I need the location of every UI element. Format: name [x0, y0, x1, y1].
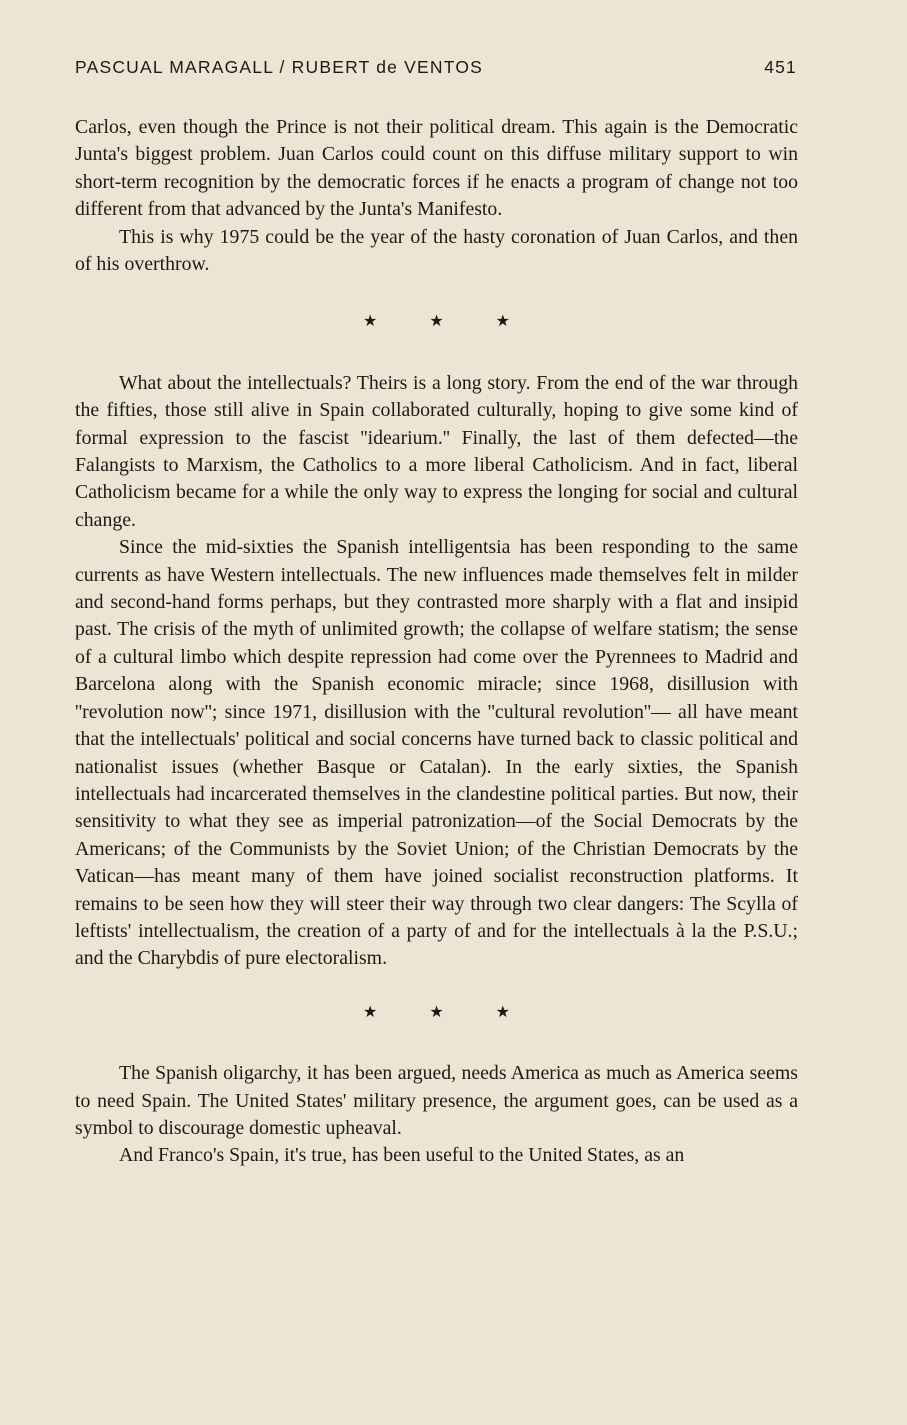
paragraph-5: The Spanish oligarchy, it has been argued, needs America as much as America seems to need Spain. The United States' military presence, the argument goes, can be used as a symbol to discourage domestic upheaval. [75, 1062, 798, 1139]
paragraph-4: Since the mid-sixties the Spanish intelligentsia has been responding to the same currents as have Western intellectuals. The new influences made themselves felt in milder and second-hand forms perhaps, but they contrasted more sharply with a flat and insipid past. The crisis of the myth of unlimited growth; the collapse of welfare statism; the sense of a cultural limbo which despite repression had come over the Pyrennees to Madrid and Barcelona along with the Spanish economic miracle; since 1968, disillusion with ''revolution now''; since 1971, disillusion with the ''cultural revolution''— all have meant that the intellectuals' political and social concerns have turned back to classic political and nationalist issues (whether Basque or Catalan). In the early sixties, the Spanish intellectuals had incarcerated themselves in the clandestine political parties. But now, their sensitivity to what they see as imperial patronization—of the Social Democrats by the Americans; of the Communists by the Soviet Union; of the Christian Democrats by the Vatican—has meant many of them have joined socialist reconstruction platforms. It remains to be seen how they will steer their way through two clear dangers: The Scylla of leftists' intellectualism, the creation of a party of and for the intellectuals à la the P.S.U.; and the Charybdis of pure electoralism. [75, 536, 798, 970]
star-icon: ★ [362, 1003, 378, 1021]
section-separator-2 [75, 999, 798, 1026]
paragraph-2: This is why 1975 could be the year of the hasty coronation of Juan Carlos, and then of his overthrow. [75, 225, 798, 276]
star-icon: ★ [429, 1003, 444, 1021]
body-text [75, 114, 798, 1170]
star-icon: ★ [495, 1003, 511, 1021]
star-icon: ★ [429, 313, 444, 331]
paragraph-6: And Franco's Spain, it's true, has been useful to the United States, as an [119, 1144, 685, 1167]
star-icon: ★ [495, 313, 511, 331]
running-head: PASCUAL MARAGALL / RUBERT de VENTOS [75, 57, 484, 77]
page-number: 451 [764, 57, 797, 77]
page-header [75, 57, 797, 81]
paragraph-3: What about the intellectuals? Theirs is a long story. From the end of the war through the fifties, those still alive in Spain collaborated culturally, hoping to give some kind of formal expression to the fascist ''idearium.'' Finally, the last of them defected—the Falangists to Marxism, the Catholics to a more liberal Catholicism. And in fact, liberal Catholicism became for a while the only way to express the longing for social and cultural change. [75, 371, 798, 531]
star-icon: ★ [362, 313, 378, 331]
section-separator-1 [75, 308, 798, 335]
paragraph-1: Carlos, even though the Prince is not their political dream. This again is the Democratic Junta's biggest problem. Juan Carlos could count on this diffuse military support to win short-term recognition by the democratic forces if he enacts a program of change not too different from that advanced by the Junta's Manifesto. [75, 116, 798, 221]
